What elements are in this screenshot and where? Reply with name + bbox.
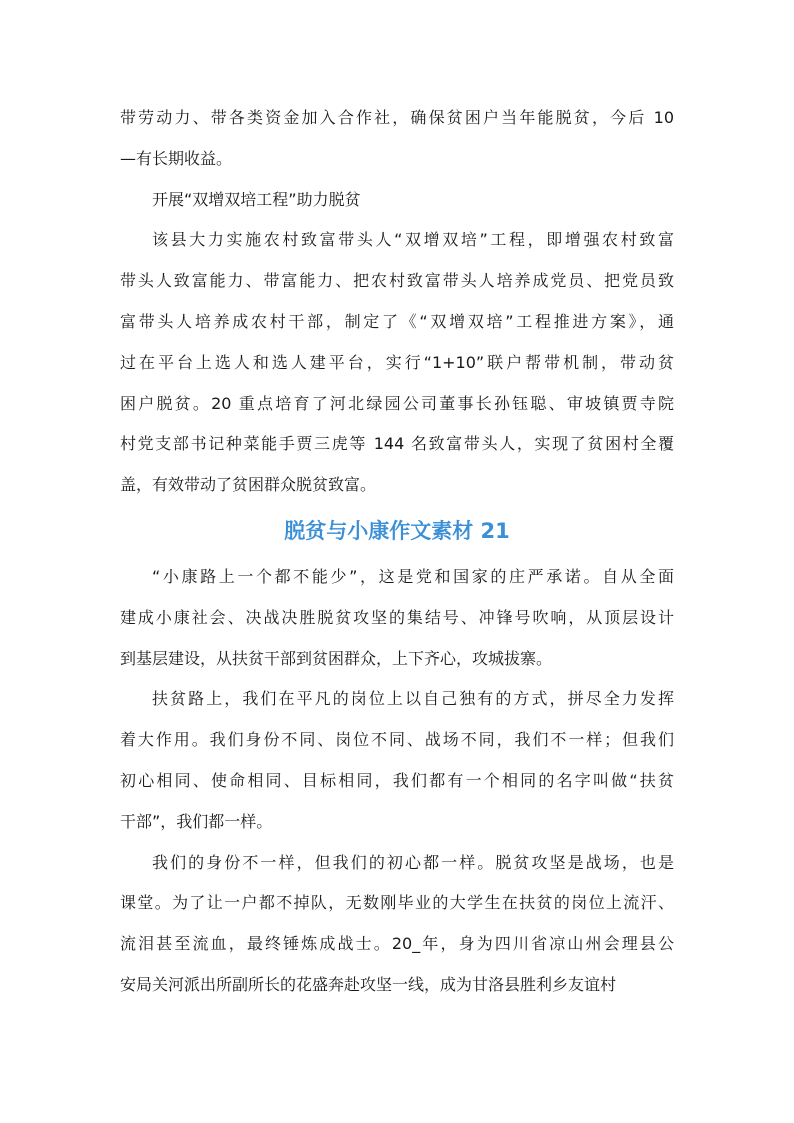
body-text-top xyxy=(120,98,674,506)
text-line: —有长期收益。 xyxy=(120,148,233,168)
text-line: 扶贫路上，我们在平凡的岗位上以自己独有的方式，拼尽全力发挥 xyxy=(152,689,674,709)
text-line: 到基层建设，从扶贫干部到贫困群众，上下齐心，攻城拔寨。 xyxy=(120,648,553,668)
text-line: 课堂。为了让一户都不掉队，无数刚毕业的大学生在扶贫的岗位上流汗、 xyxy=(120,893,674,913)
text-line: 盖，有效带动了贫困群众脱贫致富。 xyxy=(120,475,377,495)
paragraph-p4 xyxy=(120,557,674,679)
text-line: 该县大力实施农村致富带头人“双增双培”工程，即增强农村致富 xyxy=(152,230,674,250)
paragraph-p3 xyxy=(120,220,674,506)
text-line: 我们的身份不一样，但我们的初心都一样。脱贫攻坚是战场，也是 xyxy=(152,852,674,872)
text-line: 着大作用。我们身份不同、岗位不同、战场不同，我们不一样；但我们 xyxy=(120,730,674,750)
text-line: 开展“双增双培工程”助力脱贫 xyxy=(152,189,361,209)
paragraph-p1 xyxy=(120,98,674,180)
text-line: 流泪甚至流血，最终锤炼成战士。20_年，身为四川省凉山州会理县公 xyxy=(120,934,674,954)
text-line: 困户脱贫。20 重点培育了河北绿园公司董事长孙钰聪、审坡镇贾寺院 xyxy=(120,393,674,413)
paragraph-p2 xyxy=(120,180,674,221)
text-line: 村党支部书记种菜能手贾三虎等 144 名致富带头人，实现了贫困村全覆 xyxy=(120,434,674,454)
text-line: 带头人致富能力、带富能力、把农村致富带头人培养成党员、把党员致 xyxy=(120,271,674,291)
section-heading: 脱贫与小康作文素材 21 xyxy=(284,518,510,543)
text-line: 安局关河派出所副所长的花盛奔赴攻坚一线，成为甘洛县胜利乡友谊村 xyxy=(120,974,617,994)
text-line: 干部”，我们都一样。 xyxy=(120,811,273,831)
paragraph-p6 xyxy=(120,843,674,1006)
document-page xyxy=(120,98,674,1006)
text-line: 初心相同、使命相同、目标相同，我们都有一个相同的名字叫做“扶贫 xyxy=(120,770,674,790)
text-line: 过在平台上选人和选人建平台，实行“1+10”联户帮带机制，带动贫 xyxy=(120,352,674,372)
body-text-bottom xyxy=(120,557,674,1006)
text-line: 带劳动力、带各类资金加入合作社，确保贫困户当年能脱贫，今后 10 xyxy=(120,108,674,127)
text-line: 富带头人培养成农村干部，制定了《“双增双培”工程推进方案》，通 xyxy=(120,311,674,331)
text-line: 建成小康社会、决战决胜脱贫攻坚的集结号、冲锋号吹响，从顶层设计 xyxy=(120,607,674,627)
text-line: “小康路上一个都不能少”，这是党和国家的庄严承诺。自从全面 xyxy=(152,566,674,586)
paragraph-p5 xyxy=(120,679,674,842)
